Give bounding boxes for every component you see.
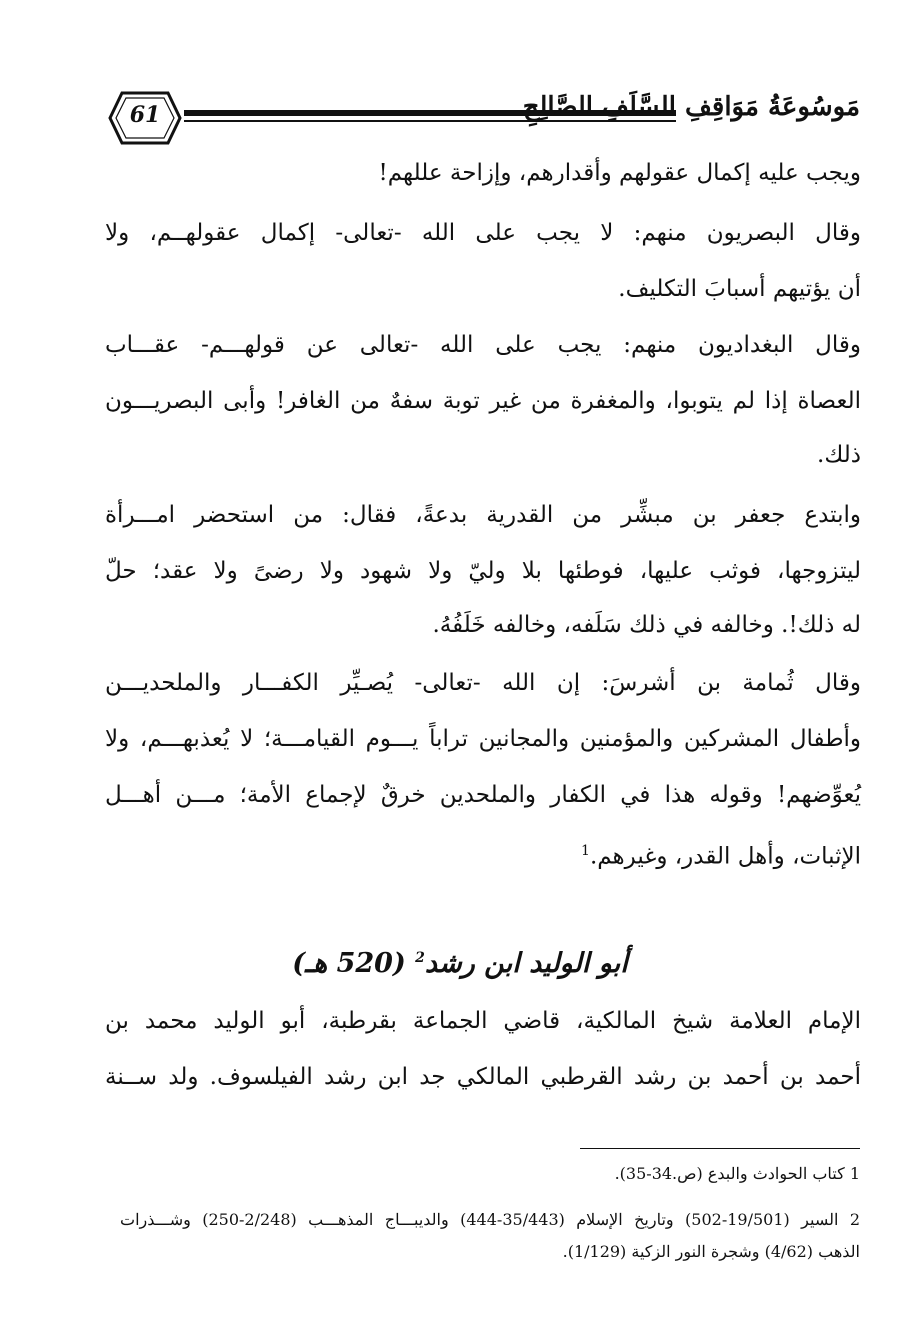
heading-name: أبو الوليد ابن رشد [424,948,628,979]
page-header [100,86,860,150]
footnote: 2 السير (19/501-502) وتاريخ الإسلام (35/443-444) والديبـــاج المذهـــب (2/248-250) وشـــذرات [120,1210,860,1229]
text-line: الإثبات، وأهل القدر، وغيرهم. [589,843,861,870]
footnote: الذهب (4/62) وشجرة النور الزكية (1/129). [562,1242,860,1261]
text-line-with-note [105,836,861,872]
text-line: أحمد بن أحمد بن رشد القرطبي المالكي جد ابن رشد الفيلسوف. ولد ســنة [105,1064,861,1090]
text-line: وقال البصريون منهم: لا يجب على الله -تعالى- إكمال عقولهــم، ولا [105,220,861,246]
footnote: 1 كتاب الحوادث والبدع (ص.34-35). [614,1164,860,1183]
heading-date: (520 هـ) [292,948,406,979]
text-line: أن يؤتيهم أسبابَ التكليف. [618,276,861,302]
text-line: له ذلك!. وخالفه في ذلك سَلَفه، وخالفه خَلَفُهُ. [432,612,861,638]
text-line: وقال البغداديون منهم: يجب على الله -تعالى عن قولهـــم- عقـــاب [105,332,861,358]
page-number: 61 [129,102,161,128]
series-title: مَوسُوعَةُ مَوَاقِفِ السَّلَفِ الصَّالِحِ [522,92,860,122]
text-line: وأطفال المشركين والمؤمنين والمجانين تراباً يـــوم القيامـــة؛ لا يُعذبهـــم، ولا [105,726,861,752]
section-heading [160,940,760,982]
text-line: وقال ثُمامة بن أشرسَ: إن الله -تعالى- يُصـيِّر الكفـــار والملحديـــن [105,670,861,696]
page-number-badge [108,90,182,146]
text-line: العصاة إذا لم يتوبوا، والمغفرة من غير توبة سفهٌ من الغافر! وأبى البصريـــون [105,388,861,414]
text-line: الإمام العلامة شيخ المالكية، قاضي الجماعة بقرطبة، أبو الوليد محمد بن [105,1008,861,1034]
text-line: ليتزوجها، فوثب عليها، فوطئها بلا وليّ ولا شهود ولا رضىً ولا عقد؛ حلّ [105,558,861,584]
text-line: ويجب عليه إكمال عقولهم وأقدارهم، وإزاحة عللهم! [378,160,861,186]
footnote-separator [580,1148,860,1149]
footnote-ref: 2 [415,950,425,966]
text-line: يُعوِّضهم! وقوله هذا في الكفار والملحدين خرقٌ لإجماع الأمة؛ مـــن أهـــل [105,782,862,808]
text-line: ذلك. [817,442,861,468]
text-line: وابتدع جعفر بن مبشِّر من القدرية بدعةً، فقال: من استحضر امـــرأة [105,502,861,528]
footnote-ref: 1 [581,843,590,859]
